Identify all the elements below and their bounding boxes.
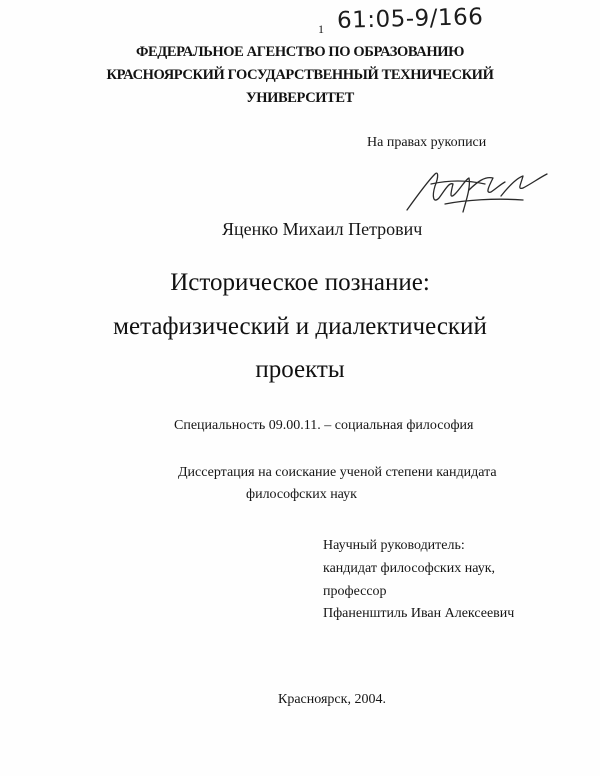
- dissertation-line2: философских наук: [246, 487, 357, 502]
- thesis-title-line2: метафизический и диалектический: [113, 313, 487, 340]
- place-and-year: Красноярск, 2004.: [278, 692, 386, 707]
- specialty-line: Специальность 09.00.11. – социальная философия: [174, 418, 474, 433]
- archive-number-handwritten: 61:05-9/166: [336, 4, 484, 34]
- university-name-line2: УНИВЕРСИТЕТ: [246, 90, 354, 106]
- signature-icon: [405, 160, 555, 220]
- author-name: Яценко Михаил Петрович: [222, 219, 423, 239]
- page-number: 1: [318, 22, 324, 36]
- supervisor-label: Научный руководитель:: [323, 538, 465, 553]
- thesis-title-line1: Историческое познание:: [170, 269, 430, 296]
- dissertation-line1: Диссертация на соискание ученой степени кандидата: [178, 465, 497, 480]
- rights-note: На правах рукописи: [367, 135, 487, 150]
- thesis-title-line3: проекты: [255, 356, 345, 383]
- agency-name: ФЕДЕРАЛЬНОЕ АГЕНСТВО ПО ОБРАЗОВАНИЮ: [135, 44, 465, 60]
- supervisor-rank: профессор: [323, 584, 387, 599]
- supervisor-degree: кандидат философских наук,: [323, 561, 495, 576]
- supervisor-name: Пфаненштиль Иван Алексеевич: [323, 606, 515, 621]
- university-name-line1: КРАСНОЯРСКИЙ ГОСУДАРСТВЕННЫЙ ТЕХНИЧЕСКИЙ: [106, 67, 494, 83]
